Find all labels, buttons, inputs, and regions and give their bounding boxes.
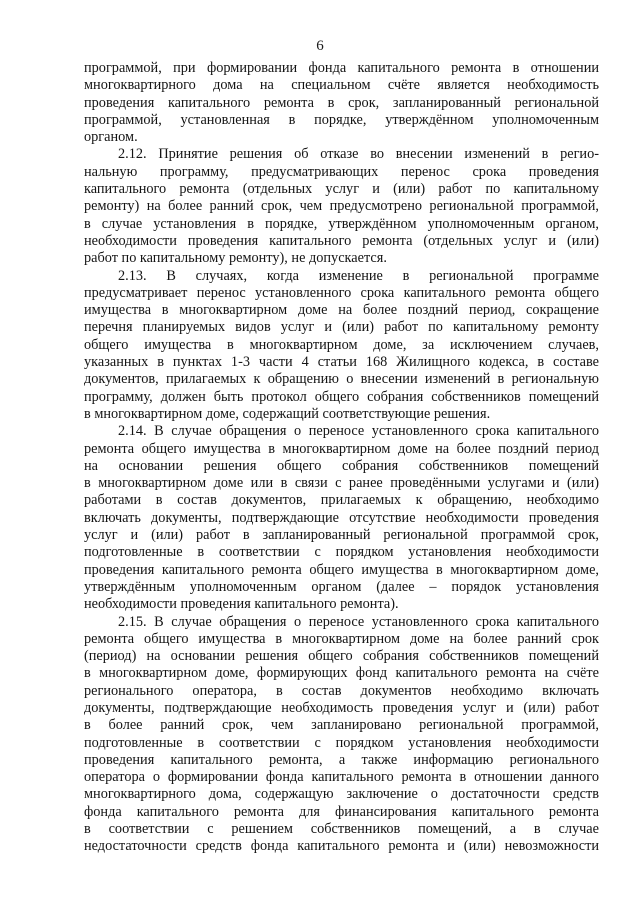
text-line: работами в состав документов, прилагаемых к обращению, необходимо [84, 492, 599, 509]
text-line: ремонту) на более ранний срок, чем предусмотрено региональной программой, [84, 198, 599, 215]
page-number: 6 [316, 38, 324, 54]
text-line: ремонта общего имущества в многоквартирном доме на более ранний срок [84, 630, 599, 647]
text-line: подготовленные в соответствии с порядком установления необходимости [84, 544, 599, 561]
paragraph-continuation [84, 60, 599, 146]
text-line: предусматривает перенос установленного срока капитального ремонта общего [84, 284, 599, 301]
text-line: проведения капитального ремонта в срок, запланированный региональной [84, 94, 599, 111]
text-line: фонда капитального ремонта для финансирования капитального ремонта [84, 803, 599, 820]
text-line: в случае установления в порядке, утверждённом уполномоченным органом, [84, 215, 599, 232]
text-line: в соответствии с решением собственников помещений, а в случае [84, 821, 599, 838]
text-line: в многоквартирном доме, формирующих фонд капитального ремонта на счёте [84, 665, 599, 682]
text-line: работ по капитальному ремонту), не допускается. [84, 250, 387, 267]
text-line: проведения капитального ремонта, а также информацию регионального [84, 751, 599, 768]
text-line: программой, установленная в порядке, утверждённом уполномоченным [84, 111, 599, 128]
text-line: ремонта общего имущества в многоквартирном доме на более поздний период [84, 440, 599, 457]
paragraph-2-15 [84, 614, 599, 856]
text-line: в многоквартирном доме или в связи с ранее проведёнными услугами и (или) [84, 475, 599, 492]
text-line: указанных в пунктах 1-3 части 4 статьи 168 Жилищного кодекса, в составе [84, 354, 599, 371]
text-line: документы, подтверждающие необходимость проведения услуг и (или) работ [84, 699, 599, 716]
paragraph-2-14 [84, 423, 599, 613]
text-line: многоквартирного дома на специальном счёте является необходимость [84, 77, 599, 94]
text-line: регионального оператора, в состав документов необходимо включать [84, 682, 599, 699]
text-line: 2.13. В случаях, когда изменение в региональной программе [118, 267, 599, 284]
text-line: услуг и (или) работ в запланированный региональной программой срок, [84, 527, 599, 544]
text-line: общего имущества в многоквартирном доме, за исключением случаев, [84, 336, 599, 353]
text-line: в более ранний срок, чем запланировано региональной программой, [84, 717, 599, 734]
text-line: необходимости проведения капитального ремонта (отдельных услуг и (или) [84, 232, 599, 249]
text-line: многоквартирного дома, содержащую заключение о достаточности средств [84, 786, 599, 803]
text-line: перечня планируемых видов услуг и (или) работ по капитальному ремонту [84, 319, 599, 336]
text-line: включать документы, подтверждающие отсутствие необходимости проведения [84, 509, 599, 526]
text-line: оператора о формировании фонда капитального ремонта в отношении данного [84, 769, 599, 786]
text-line: 2.15. В случае обращения о переносе установленного срока капитального [118, 613, 599, 630]
text-line: 2.14. В случае обращения о переносе установленного срока капитального [118, 423, 599, 440]
text-line: подготовленные в соответствии с порядком установления необходимости [84, 734, 599, 751]
text-line: нальную программу, предусматривающих перенос срока проведения [84, 163, 599, 180]
text-line: программой, при формировании фонда капитального ремонта в отношении [84, 60, 599, 76]
text-line: недостаточности средств фонда капитального ремонта и (или) невозможности [84, 838, 599, 855]
text-line: утверждённым уполномоченным органом (далее – порядок установления [84, 578, 599, 595]
document-body [84, 60, 599, 856]
text-line: органом. [84, 129, 138, 146]
text-line: на основании решения общего собрания собственников помещений [84, 457, 599, 474]
text-line: в многоквартирном доме, содержащий соответствующие решения. [84, 405, 491, 422]
text-line: 2.12. Принятие решения об отказе во внесении изменений в регио- [118, 146, 599, 163]
text-line: программу, должен быть протокол общего собрания собственников помещений [84, 388, 599, 405]
text-line: проведения капитального ремонта общего имущества в многоквартирном доме, [84, 561, 599, 578]
text-line: имущества в многоквартирном доме на более поздний период, сокращение [84, 302, 599, 319]
text-line: капитального ремонта (отдельных услуг и (или) работ по капитальному [84, 181, 599, 198]
text-line: необходимости проведения капитального ремонта). [84, 596, 399, 613]
paragraph-2-12 [84, 146, 599, 267]
text-line: документов, прилагаемых к обращению о внесении изменений в региональную [84, 371, 599, 388]
paragraph-2-13 [84, 268, 599, 424]
text-line: (период) на основании решения общего собрания собственников помещений [84, 648, 599, 665]
